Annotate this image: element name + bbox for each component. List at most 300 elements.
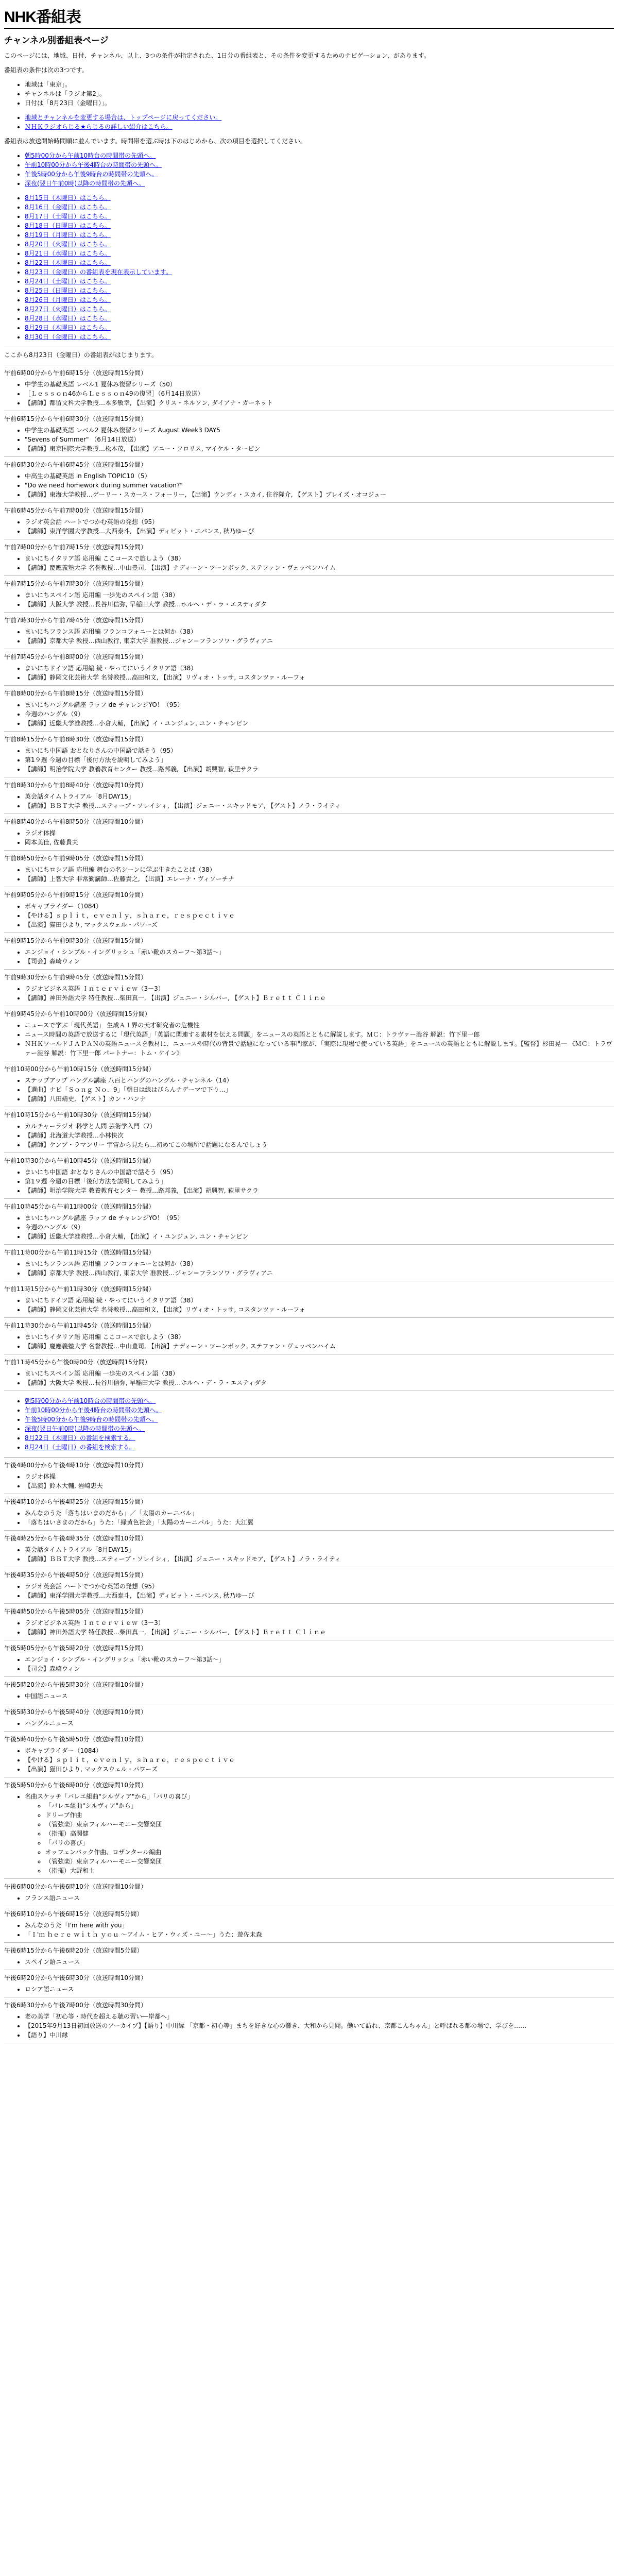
program-detail-line: • まいにちイタリア語 応用編 ここコースで旅しよう（38） [25,554,614,563]
date-link[interactable]: 8月15日（木曜日）はこちら。 [25,194,111,201]
program-time: 午後5時05分から午後5時20分（放送時間15分間） [4,1645,147,1652]
program-details [4,554,614,572]
program-time: 午後4時00分から午後4時10分（放送時間10分間） [4,1462,147,1469]
program-details [4,1296,614,1314]
date-nav-item [25,332,614,342]
program-time: 午前11時15分から午前11時30分（放送時間15分間） [4,1285,155,1293]
program-entry [4,414,614,453]
program-detail-line: • 【講師】東京国際大学教授…松本茂, 【出演】アニー・フロリス, マイケル・ターピン [25,444,614,453]
program-detail-line: • 【講師】ＢＢＴ大学 教授…スティーブ・ソレイシィ, 【出演】ジェニー・スキッドモア, 【ゲスト】ノラ・ライティ [25,1554,614,1564]
program-time: 午後5時20分から午後5時30分（放送時間10分間） [4,1681,147,1688]
program-detail-line: • 【講師】北海道大学教授…小林快次 [25,1131,614,1140]
program-entry [4,543,614,572]
date-link[interactable]: 8月22日（木曜日）はこちら。 [25,259,111,266]
program-subdetail-line: ◦ 「バレエ組曲"シルヴィア"から」 [45,1801,614,1810]
program-details [4,1122,614,1149]
section-nav-item [25,1405,614,1415]
time-link-late-night[interactable]: 深夜(翌日午前0時)以降の時間帯の先頭へ。 [25,180,145,187]
program-details [4,746,614,774]
time-nav-label: 番組表は放送開始時間順に並んでいます。時間帯を選ぶ時は下のはじめから、次の項目を選択してください。 [4,138,307,145]
program-entry [4,1156,614,1195]
program-detail-line: • 【講師】神田外語大学 特任教授…柴田真一, 【出演】ジェニー・シルバー, 【ゲスト】Ｂｒｅｔｔ Ｃｌｉｎｅ [25,993,614,1003]
program-time: 午前6時15分から午前6時30分（放送時間15分間） [4,415,147,422]
program-time: 午前9時05分から午前9時15分（放送時間10分間） [4,891,147,899]
condition-date: • 日付は「8月23日（金曜日）」。 [25,98,614,108]
program-detail-line: • 【講師】明治学院大学 教養教育センター 教授…路邦義, 【出演】胡興智, 萩里サクラ [25,1186,614,1195]
program-details [4,2012,614,2040]
program-detail-line: • 【講師】静岡文化芸術大学 名誉教授…高田和文, 【出演】リヴィオ・トッサ, コスタンツァ・ルーフォ [25,673,614,682]
program-detail-line: • ニュース時間の英語で放送するに「現代英語」「英語に関連する素材を伝える問題」をニュースの英語とともに解説します。ＭＣ：トラヴァー澁谷 解説：竹下里一郎 [25,1030,614,1039]
program-details [4,1893,614,1903]
time-link-midday[interactable]: 午前10時00分から午後4時台の時間帯の先頭へ。 [25,161,162,168]
program-time: 午前6時45分から午前7時00分（放送時間15分間） [4,507,147,514]
program-time: 午後6時30分から午後7時00分（放送時間30分間） [4,2002,147,2009]
section-nav-item [25,1433,614,1443]
date-link[interactable]: 8月19日（月曜日）はこちら。 [25,231,111,239]
program-details [4,1792,614,1875]
program-time: 午後6時20分から午後6時30分（放送時間10分間） [4,1974,147,1981]
program-details [4,1369,614,1387]
program-details [4,1213,614,1241]
program-detail-line: • ラジオビジネス英語 Ｉｎｔｅｒｖｉｅｗ（3－3） [25,1618,614,1628]
program-list-evening [4,1461,614,2043]
program-subdetail-line: ◦ オッフェンバック作曲、ロザンタール編曲 [45,1848,614,1857]
date-nav-item [25,314,614,323]
program-details [4,380,614,408]
program-detail-line: • みんなのうた「I'm here with you」 [25,1921,614,1930]
date-nav-list [4,193,614,342]
program-details [4,426,614,453]
program-detail-line: • 【講師】神田外語大学 特任教授…柴田真一, 【出演】ジェニー・シルバー, 【ゲスト】Ｂｒｅｔｔ Ｃｌｉｎｅ [25,1628,614,1637]
date-link[interactable]: 8月27日（火曜日）はこちら。 [25,306,111,313]
program-detail-line: • ニュースで学ぶ「現代英語」 生成ＡＩ界の天才研究者の危機性 [25,1021,614,1030]
program-detail-line: • 【講師】八田靖史, 【ゲスト】カン・ハンナ [25,1094,614,1104]
date-link[interactable]: 8月18日（日曜日）はこちら。 [25,222,111,229]
program-divider [4,456,614,457]
program-detail-line: • ステップアップ ハングル講座 八百とハングのハングル・チャンネル（14） [25,1076,614,1085]
program-details [4,902,614,929]
radiru-info-link[interactable]: ＮＨＫラジオらじる★らじるの詳しい紹介はこちら。 [25,123,173,130]
program-details [4,1985,614,1994]
program-detail-line: • 【講師】都留文科大学教授…本多敏幸, 【出演】クリス・ネルソン, ダイアナ・ガーネット [25,398,614,408]
divider [4,1457,614,1458]
time-nav-item [25,170,614,179]
program-entry [4,616,614,646]
program-detail-line: • ＮＨＫワールドＪＡＰＡＮの英語ニュースを教材に、ニュースや時代の背景で話題になっている事門家が、「実際に現場で使っている英語」をニュースの英語とともに解説します。【監督】杉田晃一 《ＭＣ：トラヴァー澁谷 解説：竹下里一郎 パートナー：トム・ケイン》 [25,1039,614,1058]
program-entry [4,579,614,609]
program-time: 午前8時00分から午前8時15分（放送時間15分間） [4,690,147,697]
program-details [4,664,614,682]
program-time: 午前7時00分から午前7時15分（放送時間15分間） [4,544,147,551]
date-link[interactable]: 8月21日（水曜日）はこちら。 [25,250,111,257]
program-detail-line: • 【2015年9月13日初回放送のアーカイブ】【語り】中川縁 「京都・初心等」まちを好きな心の響き、大和から見聞。働いて訪れ、京都こんちゃん」と呼ばれる都の場で、学びを…… [25,2021,614,2030]
program-entry [4,1607,614,1637]
program-entry [4,735,614,774]
program-detail-line: • エンジョイ・シンプル・イングリッシュ「赤い靴のスカーフ～第3話～」 [25,947,614,957]
program-time: 午前10時00分から午前10時15分（放送時間15分間） [4,1065,155,1073]
program-details [4,1691,614,1701]
program-time: 午後4時35分から午後4時50分（放送時間15分間） [4,1571,147,1579]
program-details [4,517,614,536]
program-entry [4,781,614,810]
program-entry [4,1909,614,1939]
program-entry [4,689,614,728]
program-detail-line: • 【講師】近畿大学准教授…小倉大輔, 【出演】イ・ユンジュン, ユン・チャンビン [25,719,614,728]
date-link[interactable]: 8月24日（土曜日）はこちら。 [25,278,111,285]
program-detail-line: • まいにちフランス語 応用編 フランコフォニーとは何か（38） [25,627,614,636]
program-entry [4,1497,614,1527]
back-to-top-link[interactable]: 地域とチャンネルを変更する場合は、トップページに戻ってください。 [25,114,222,121]
program-detail-line: • ボキャブライダー（1084） [25,902,614,911]
page-description: このページには、地域、日付、チャンネル、以上、3つの条件が指定された、1日分の番組表と、その条件を変更するためのナビゲーション、があります。 [4,52,430,59]
program-detail-line: • ラジオ体操 [25,828,614,838]
program-divider [4,850,614,851]
program-time: 午前11時30分から午前11時45分（放送時間15分間） [4,1322,155,1329]
time-link-morning[interactable]: 朝5時00分から午前10時台の時間帯の先頭へ。 [25,152,156,159]
program-time: 午前9時30分から午前9時45分（放送時間15分間） [4,974,147,981]
section-nav-list [4,1396,614,1452]
program-time: 午前7時15分から午前7時30分（放送時間15分間） [4,580,147,587]
program-detail-line: • 【講師】ＢＢＴ大学 教授…スティーブ・ソレイシィ, 【出演】ジェニー・スキッドモア, 【ゲスト】ノラ・ライティ [25,801,614,810]
section-nav-item [25,1415,614,1424]
program-details [4,1921,614,1939]
program-time: 午前8時50分から午前9時05分（放送時間15分間） [4,855,147,862]
program-detail-line: • 【講師】静岡文化芸術大学 名誉教授…高田和文, 【出演】リヴィオ・トッサ, コスタンツァ・ルーフォ [25,1305,614,1314]
program-detail-line: • 【出演】猫田ひより, マックスウェル・パワーズ [25,1765,614,1774]
program-entry [4,1570,614,1600]
program-detail-line: • 【やける】ｓｐｌｉｔ，ｅｖｅｎｌｙ，ｓｈａｒｅ，ｒｅｓｐｅｃｔｉｖｅ [25,1755,614,1765]
date-nav-item [25,212,614,221]
program-details [4,1167,614,1195]
program-details [4,947,614,966]
program-detail-line: • 中国語ニュース [25,1691,614,1701]
program-entry [4,2001,614,2040]
program-time: 午後4時10分から午後4時25分（放送時間15分間） [4,1498,147,1505]
program-details [4,1957,614,1967]
program-time: 午前11時00分から午前11時15分（放送時間15分間） [4,1249,155,1256]
program-time: 午前7時45分から午前8時00分（放送時間15分間） [4,653,147,660]
program-detail-line: • まいにちスペイン語 応用編 一歩先のスペイン語（38） [25,1369,614,1378]
program-divider [4,1731,614,1732]
program-entry [4,1643,614,1673]
program-detail-line: • ラジオ英会話 ハートでつかむ英語の発想（95） [25,1582,614,1591]
program-detail-line: • "Sevens of Summer" （6月14日放送） [25,435,614,444]
program-detail-line: • 【講師】東洋学園大学教授…大西泰斗, 【出演】ディビット・エバンス, 秋乃ゆーぴ [25,527,614,536]
program-details [4,1472,614,1490]
program-entry [4,1781,614,1875]
program-divider [4,502,614,503]
program-detail-line: • ハングルニュース [25,1719,614,1728]
program-time: 午前8時30分から午前8時40分（放送時間10分間） [4,782,147,789]
program-entry [4,854,614,884]
program-detail-line: • 【やける】ｓｐｌｉｔ，ｅｖｅｎｌｙ，ｓｈａｒｅ，ｒｅｓｐｅｃｔｉｖｅ [25,911,614,920]
program-detail-line: • ラジオ英会話 ハートでつかむ英語の発想（95） [25,517,614,527]
program-divider [4,1530,614,1531]
program-detail-line: • 【講師】慶應義塾大学 名誉教授…中山豊司, 【出演】ナディーン・ツーンボック, ステファン・ヴェッペンハイム [25,1342,614,1351]
program-entry [4,1321,614,1351]
program-detail-line: • 【講師】京都大学 教授…西山教行, 東京大学 准教授…ジャン＝フランソワ・グラヴィアニ [25,636,614,646]
program-details [4,471,614,499]
program-detail-line: • 【講師】東海大学教授…ゲーリー・スカース・フォーリー, 【出演】ウンディ・スカイ, 住谷隆介, 【ゲスト】ブレイズ・オコジュー [25,490,614,499]
time-link-evening[interactable]: 午後5時00分から午後9時台の時間帯の先頭へ。 [25,171,158,178]
program-divider [4,1317,614,1318]
time-nav-item [25,151,614,160]
program-entry [4,973,614,1003]
program-detail-line: • ラジオビジネス英語 Ｉｎｔｅｒｖｉｅｗ（3－3） [25,984,614,993]
program-detail-line: • 老の美学「初心等・時代を超える聴の習い―岸都へ」 [25,2012,614,2021]
program-detail-line: • 【講師】大阪大学 教授…長谷川信弥, 早稲田大学 教授…ホルヘ・デ・ラ・エスティダタ [25,600,614,609]
section-nav-link[interactable]: 深夜(翌日午前0時)以降の時間帯の先頭へ。 [25,1425,145,1432]
program-details [4,627,614,646]
program-detail-line: • 【語り】中川縁 [25,2030,614,2040]
program-time: 午前9時45分から午前10時00分（放送時間15分間） [4,1010,151,1018]
program-detail-line: • 【講師】慶應義塾大学 名誉教授…中山豊司, 【出演】ナディーン・ツーンボック, ステファン・ヴェッペンハイム [25,563,614,572]
program-detail-line: • 岡本美佳, 佐藤貴夫 [25,838,614,847]
program-detail-line: • まいにちフランス語 応用編 フランコフォニーとは何か（38） [25,1259,614,1268]
date-nav-item [25,240,614,249]
program-time: 午後5時50分から午後6時00分（放送時間10分間） [4,1782,147,1789]
program-entry [4,1680,614,1701]
intro-nav-item [25,113,614,122]
program-detail-line: • フランス語ニュース [25,1893,614,1903]
site-logo: NHK番組表 [4,9,81,26]
program-entry [4,1358,614,1387]
conditions-label: 番組表の条件は次の3つです。 [4,66,88,74]
program-detail-line: • 【講師】大阪大学 教授…長谷川信弥, 早稲田大学 教授…ホルヘ・デ・ラ・エスティダタ [25,1378,614,1387]
program-time: 午後6時15分から午後6時20分（放送時間5分間） [4,1947,143,1954]
program-divider [4,575,614,576]
program-detail-line: • 今週のハングル（9） [25,1223,614,1232]
program-detail-line: • みんなのうた「落ちはいまのだから」／「太陽のカーニバル」 [25,1509,614,1518]
program-time: 午前6時00分から午前6時15分（放送時間15分間） [4,369,147,377]
program-time: 午前7時30分から午前7時45分（放送時間15分間） [4,617,147,624]
program-detail-line: • 【講師】ケンプ・ラマンリー 宇宙から見たら…初めてこの場所で話題になるんでしょう [25,1140,614,1149]
program-subdetail-line: ◦ （管弦楽）東京フィルハーモニー交響楽団 [45,1857,614,1866]
program-detail-line: • 【講師】京都大学 教授…西山教行, 東京大学 准教授…ジャン＝フランソワ・グラヴィアニ [25,1268,614,1278]
program-entry [4,1284,614,1314]
program-details [4,1618,614,1637]
program-entry [4,1461,614,1490]
schedule-start-label: ここから8月23日（金曜日）の番組表がはじまります。 [4,351,158,359]
program-time: 午後4時25分から午後4時35分（放送時間10分間） [4,1535,147,1542]
program-detail-line: • 第1９週 今週の目標「後付方法を説明してみよう」 [25,755,614,765]
date-nav-item [25,258,614,267]
program-divider [4,731,614,732]
program-list-morning [4,368,614,1061]
time-nav-item [25,179,614,188]
date-link[interactable]: 8月23日（金曜日）の番組表を現在表示しています。 [25,268,172,276]
program-time: 午前10時15分から午前10時30分（放送時間15分間） [4,1111,155,1118]
program-entry [4,506,614,536]
program-details [4,828,614,847]
program-detail-line: • 第1９週 今週の目標「後付方法を説明してみよう」 [25,1177,614,1186]
program-detail-line: • "Do we need homework during summer vacation?" [25,481,614,490]
program-time: 午後5時30分から午後5時40分（放送時間10分間） [4,1708,147,1716]
date-nav-item [25,323,614,332]
program-entry [4,1202,614,1241]
program-entry [4,1946,614,1967]
program-detail-line: • 中学生の基礎英語 レベル1 夏休み復習シリーズ（50） [25,380,614,389]
date-nav-item [25,295,614,304]
date-nav-item [25,221,614,230]
program-detail-line: • まいにちドイツ語 応用編 続・やってにいうイタリア語（38） [25,664,614,673]
program-detail-line: • まいにち中国語 おとなりさんの中国語で話そう（95） [25,746,614,755]
date-link[interactable]: 8月20日（火曜日）はこちら。 [25,241,111,248]
program-detail-line: • ラジオ体操 [25,1472,614,1481]
logo-divider [4,28,614,29]
program-details [4,1259,614,1278]
program-details [4,1076,614,1104]
program-time: 午前8時40分から午前8時50分（放送時間10分間） [4,818,147,825]
program-time: 午後6時00分から午後6時10分（放送時間10分間） [4,1883,147,1890]
program-details [4,984,614,1003]
program-details [4,1582,614,1600]
program-detail-line: • 「Ｉ'ｍ ｈｅｒｅ ｗｉｔｈ ｙｏｕ ～アイム・ヒア・ウィズ・ユー～」うた：遊佐未森 [25,1930,614,1939]
date-link[interactable]: 8月26日（月曜日）はこちら。 [25,296,111,303]
date-nav-item [25,249,614,258]
date-link[interactable]: 8月17日（土曜日）はこちら。 [25,213,111,220]
program-detail-line: • ボキャブライダー（1084） [25,1746,614,1755]
section-nav-item [25,1443,614,1452]
program-details [4,792,614,810]
program-divider [4,1878,614,1879]
program-details [4,1545,614,1564]
program-detail-line: • 英会話タイムトライアル「8月DAY15」 [25,1545,614,1554]
program-entry [4,652,614,682]
section-nav-link[interactable]: 午後5時00分から午後9時台の時間帯の先頭へ。 [25,1416,158,1423]
program-details [4,865,614,884]
program-entry [4,1064,614,1104]
program-detail-line: • スペイン語ニュース [25,1957,614,1967]
section-nav-item [25,1396,614,1405]
program-detail-group [25,1801,614,1875]
date-nav-item [25,202,614,212]
program-details [4,1509,614,1527]
program-detail-line: • 【選曲】ナビ「Ｓｏｎｇ Ｎｏ．9」「朝日は線はびらんナデーマで下り…」 [25,1085,614,1094]
program-time: 午前9時15分から午前9時30分（放送時間15分間） [4,937,147,944]
program-divider [4,969,614,970]
program-time: 午前11時45分から午後0時00分（放送時間15分間） [4,1359,151,1366]
date-link[interactable]: 8月30日（金曜日）はこちら。 [25,333,111,341]
program-details [4,590,614,609]
program-detail-line: • エンジョイ・シンプル・イングリッシュ「赤い靴のスカーフ～第3話～」 [25,1655,614,1664]
program-time: 午後6時10分から午後6時15分（放送時間5分間） [4,1910,143,1918]
program-time: 午前10時45分から午前11時00分（放送時間15分間） [4,1203,155,1210]
section-nav-link[interactable]: 8月22日（木曜日）の番組を検索する。 [25,1434,135,1442]
program-detail-line: • 今週のハングル（9） [25,709,614,719]
program-detail-line: • まいにちドイツ語 応用編 続・やってにいうイタリア語（38） [25,1296,614,1305]
program-divider [4,1676,614,1677]
program-entry [4,1248,614,1278]
program-detail-line: • 名曲スケッチ「バレエ組曲"シルヴィア"から」「パリの喜び」 [25,1792,614,1801]
program-detail-line: • ［Ｌｅｓｓｏｎ46からＬｅｓｓｏｎ49の復習］（6月14日放送） [25,389,614,398]
program-detail-line: • カルチャーラジオ 科学と人間 芸術学入門（7） [25,1122,614,1131]
program-divider [4,1603,614,1604]
program-detail-line: • 中学生の基礎英語 レベル2 夏休み復習シリーズ August Week3 DAY5 [25,426,614,435]
date-nav-item [25,230,614,240]
program-entry [4,1110,614,1149]
program-detail-line: • 【司会】森崎ウィン [25,1664,614,1673]
program-divider [4,685,614,686]
program-detail-line: • 【講師】明治学院大学 教養教育センター 教授…路邦義, 【出演】胡興智, 萩里サクラ [25,765,614,774]
program-detail-line: • 【出演】猫田ひより, マックスウェル・パワーズ [25,920,614,929]
intro-nav-links [4,113,614,131]
program-detail-line: • 中高生の基礎英語 in English TOPIC10（5） [25,471,614,481]
program-detail-line: • 【講師】東洋学園大学教授…大西泰斗, 【出演】ディビット・エバンス, 秋乃ゆーぴ [25,1591,614,1600]
program-entry [4,1707,614,1728]
program-entry [4,460,614,499]
program-entry [4,1735,614,1774]
condition-channel: • チャンネルは「ラジオ第2」。 [25,89,614,98]
program-time: 午前6時30分から午前6時45分（放送時間15分間） [4,461,147,468]
program-detail-line: • まいにちスペイン語 応用編 一歩先のスペイン語（38） [25,590,614,600]
program-divider [4,1198,614,1199]
program-detail-line: • 【講師】上智大学 非常勤講師…佐藤貴之, 【出演】エレーナ・ヴィソーチナ [25,874,614,884]
program-list-midday [4,1064,614,1391]
page-title: チャンネル別番組表ページ [4,36,109,46]
program-details [4,1719,614,1728]
program-detail-line: • まいにちイタリア語 応用編 ここコースで旅しよう（38） [25,1332,614,1342]
program-details [4,1332,614,1351]
section-nav-link[interactable]: 8月24日（土曜日）の番組を検索する。 [25,1444,135,1451]
date-link[interactable]: 8月28日（水曜日）はこちら。 [25,315,111,322]
program-detail-line: • まいにちハングル講座 ラッフ de チャレンジYO！（95） [25,700,614,709]
program-details [4,1655,614,1673]
date-link[interactable]: 8月25日（日曜日）はこちら。 [25,287,111,294]
date-link[interactable]: 8月29日（木曜日）はこちら。 [25,324,111,331]
program-subdetail-line: ◦ （指揮）高関健 [45,1829,614,1838]
program-entry [4,1009,614,1058]
program-entry [4,368,614,408]
section-nav-link[interactable]: 朝5時00分から午前10時台の時間帯の先頭へ。 [25,1397,156,1404]
program-entry [4,1973,614,1994]
section-nav-link[interactable]: 午前10時00分から午後4時台の時間帯の先頭へ。 [25,1406,162,1414]
date-nav-item [25,267,614,277]
program-time: 午前8時15分から午前8時30分（放送時間15分間） [4,736,147,743]
program-divider [4,1244,614,1245]
program-entry [4,890,614,929]
program-details [4,1021,614,1058]
program-entry [4,1534,614,1564]
program-subdetail-line: ◦ 「パリの喜び」 [45,1838,614,1848]
program-subdetail-line: ◦ （指揮）大野和士 [45,1866,614,1875]
conditions-list [4,80,614,108]
program-subdetail-line: ◦ （管弦楽）東京フィルハーモニー交響楽団 [45,1820,614,1829]
date-nav-item [25,277,614,286]
date-nav-item [25,193,614,202]
program-entry [4,936,614,966]
date-nav-item [25,304,614,314]
program-subdetails [25,1801,614,1875]
program-entry [4,817,614,847]
program-detail-line: • まいにちロシア語 応用編 舞台の名シーンに学ぶ生きたことば（38） [25,865,614,874]
program-time: 午前10時30分から午前10時45分（放送時間15分間） [4,1157,155,1164]
program-detail-line: • ロシア語ニュース [25,1985,614,1994]
date-nav-item [25,286,614,295]
program-detail-line: • まいにち中国語 おとなりさんの中国語で話そう（95） [25,1167,614,1177]
program-detail-line: • 【講師】近畿大学准教授…小倉大輔, 【出演】イ・ユンジュン, ユン・チャンビン [25,1232,614,1241]
program-detail-line: • 英会話タイムトライアル「8月DAY15」 [25,792,614,801]
condition-region: • 地域は「東京」。 [25,80,614,89]
time-nav-item [25,160,614,170]
program-time: 午後4時50分から午後5時05分（放送時間15分間） [4,1608,147,1615]
program-details [4,700,614,728]
program-subdetail-line: ◦ ドリーブ作曲 [45,1810,614,1820]
program-details [4,1746,614,1774]
date-link[interactable]: 8月16日（金曜日）はこちら。 [25,204,111,211]
program-detail-line: • 【司会】森崎ウィン [25,957,614,966]
program-detail-line: • 【出演】鈴木大輔, 岩崎恵夫 [25,1481,614,1490]
